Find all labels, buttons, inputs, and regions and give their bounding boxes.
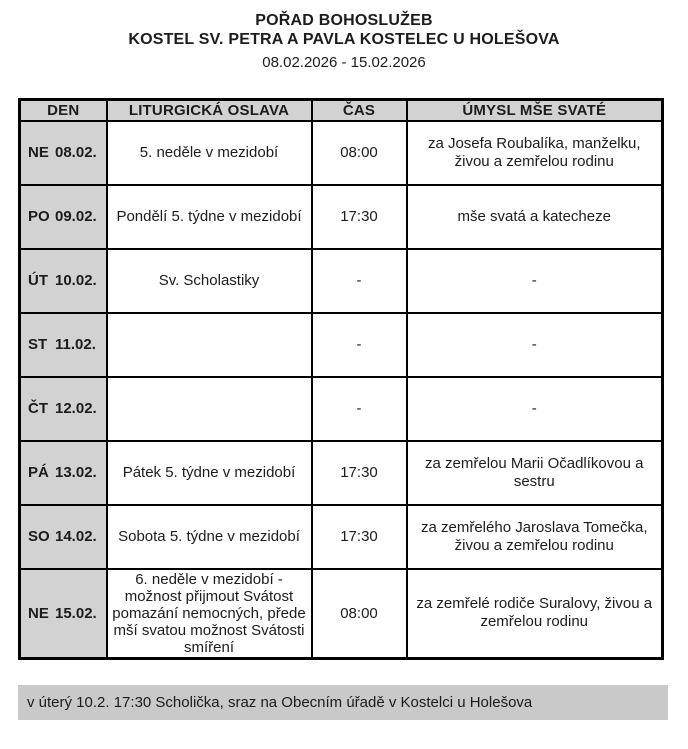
intention-cell: - (407, 249, 663, 313)
schedule-table (18, 98, 664, 660)
time-cell: 17:30 (312, 505, 407, 569)
day-cell (20, 377, 107, 441)
day-cell (20, 313, 107, 377)
celebration-cell: Pátek 5. týdne v mezidobí (107, 441, 312, 505)
time-cell: - (312, 377, 407, 441)
day-abbreviation: PÁ (28, 464, 49, 481)
table-row (20, 313, 663, 377)
day-cell (20, 505, 107, 569)
document-header (0, 0, 688, 72)
day-date: 14.02. (55, 528, 97, 545)
day-date: 10.02. (55, 272, 97, 289)
celebration-cell: 5. neděle v mezidobí (107, 121, 312, 185)
day-cell (20, 569, 107, 659)
time-cell: 17:30 (312, 441, 407, 505)
time-cell: - (312, 313, 407, 377)
intention-cell: za zemřelého Jaroslava Tomečka, živou a zemřelou rodinu (407, 505, 663, 569)
intention-cell: za zemřelé rodiče Suralovy, živou a zemřelou rodinu (407, 569, 663, 659)
day-abbreviation: NE (28, 144, 49, 161)
schedule-table-head (20, 100, 663, 121)
day-date: 09.02. (55, 208, 97, 225)
table-row (20, 569, 663, 659)
col-header-den: DEN (20, 100, 107, 121)
day-date: 08.02. (55, 144, 97, 161)
time-cell: 17:30 (312, 185, 407, 249)
header-row (20, 100, 663, 121)
table-row (20, 505, 663, 569)
day-date: 12.02. (55, 400, 97, 417)
day-abbreviation: NE (28, 604, 49, 622)
day-abbreviation: ST (28, 336, 48, 353)
day-abbreviation: ČT (28, 400, 48, 417)
intention-cell: mše svatá a katecheze (407, 185, 663, 249)
footer-note (18, 685, 668, 720)
footer-note-text: v úterý 10.2. 17:30 Scholička, sraz na Obecním úřadě v Kostelci u Holešova (27, 693, 533, 711)
page-subtitle: KOSTEL SV. PETRA A PAVLA KOSTELEC U HOLEŠOVA (128, 31, 560, 48)
table-row (20, 185, 663, 249)
celebration-cell: Sv. Scholastiky (107, 249, 312, 313)
celebration-cell: 6. neděle v mezidobí - možnost přijmout Svátost pomazání nemocných, přede mší svatou možnost Svátosti smíření (107, 569, 312, 659)
table-row (20, 249, 663, 313)
day-abbreviation: SO (28, 528, 50, 545)
intention-cell: - (407, 313, 663, 377)
col-header-umysl-mse-svate: ÚMYSL MŠE SVATÉ (407, 100, 663, 121)
celebration-cell (107, 377, 312, 441)
day-cell (20, 121, 107, 185)
time-cell: - (312, 249, 407, 313)
celebration-cell: Sobota 5. týdne v mezidobí (107, 505, 312, 569)
celebration-cell (107, 313, 312, 377)
time-cell: 08:00 (312, 569, 407, 659)
intention-cell: - (407, 377, 663, 441)
col-header-cas: ČAS (312, 100, 407, 121)
day-cell (20, 185, 107, 249)
col-header-liturgicka-oslava: LITURGICKÁ OSLAVA (107, 100, 312, 121)
table-row (20, 441, 663, 505)
time-cell: 08:00 (312, 121, 407, 185)
day-date: 15.02. (55, 604, 97, 622)
day-abbreviation: PO (28, 208, 50, 225)
schedule-table-body (20, 121, 663, 659)
date-range: 08.02.2026 - 15.02.2026 (262, 54, 426, 71)
intention-cell: za zemřelou Marii Očadlíkovou a sestru (407, 441, 663, 505)
day-cell (20, 441, 107, 505)
page-title: POŘAD BOHOSLUŽEB (255, 12, 433, 29)
day-date: 11.02. (55, 336, 96, 353)
intention-cell: za Josefa Roubalíka, manželku, živou a zemřelou rodinu (407, 121, 663, 185)
table-row (20, 121, 663, 185)
day-date: 13.02. (55, 464, 97, 481)
day-cell (20, 249, 107, 313)
celebration-cell: Pondělí 5. týdne v mezidobí (107, 185, 312, 249)
day-abbreviation: ÚT (28, 272, 48, 289)
table-row (20, 377, 663, 441)
